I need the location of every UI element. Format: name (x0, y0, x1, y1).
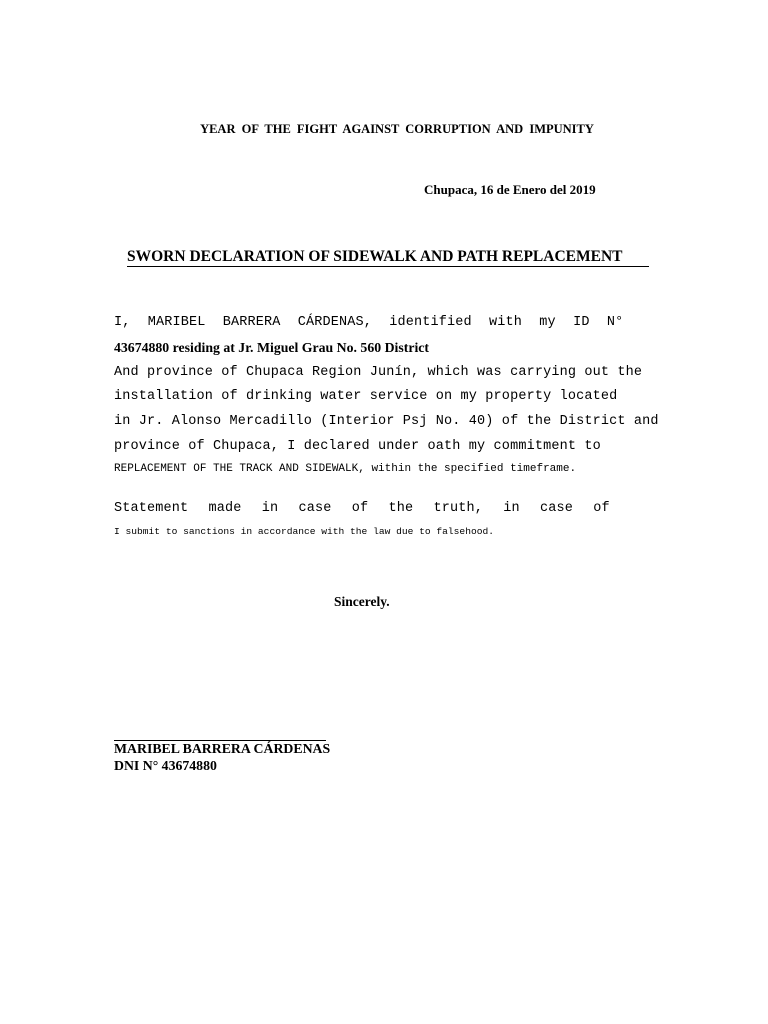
paragraph-line: 43674880 residing at Jr. Miguel Grau No. 560 District (114, 340, 430, 355)
year-slogan: YEAR OF THE FIGHT AGAINST CORRUPTION AND IMPUNITY (200, 122, 594, 136)
place-date: Chupaca, 16 de Enero del 2019 (424, 182, 596, 197)
closing-salutation: Sincerely. (334, 594, 390, 609)
paragraph-line: And province of Chupaca Region Junín, which was carrying out the (114, 365, 643, 380)
paragraph-line: in Jr. Alonso Mercadillo (Interior Psj No. 40) of the District and (114, 414, 659, 429)
paragraph-line: Statement made in case of the truth, in case of (114, 501, 610, 516)
document-title: SWORN DECLARATION OF SIDEWALK AND PATH REPLACEMENT (127, 248, 623, 265)
signatory-dni: DNI N° 43674880 (114, 758, 217, 773)
paragraph-line: I, MARIBEL BARRERA CÁRDENAS, identified with my ID N° (114, 315, 624, 330)
title-underline (127, 266, 649, 267)
paragraph-line: province of Chupaca, I declared under oath my commitment to (114, 439, 601, 454)
paragraph-line: I submit to sanctions in accordance with the law due to falsehood. (114, 526, 494, 537)
paragraph-line: REPLACEMENT OF THE TRACK AND SIDEWALK, within the specified timeframe. (114, 463, 577, 475)
paragraph-line: installation of drinking water service on my property located (114, 389, 618, 404)
signatory-name: MARIBEL BARRERA CÁRDENAS (114, 741, 331, 756)
